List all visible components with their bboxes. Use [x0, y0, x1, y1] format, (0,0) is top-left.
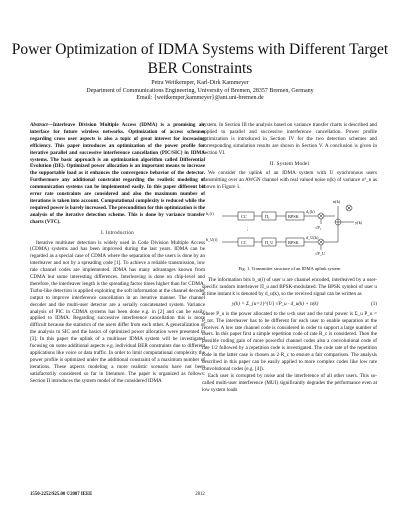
vertical-dots: ⋮: [245, 227, 250, 233]
label-output: y(k): [355, 220, 363, 226]
affiliation: Department of Communications Engineering, University of Bremen, 28357 Bremen, Germany: [86, 87, 314, 94]
section-heading-introduction: I. Introduction: [101, 229, 134, 236]
transmitter-diagram: [202, 194, 377, 264]
block-interleaver-U: Π_U: [265, 240, 274, 246]
label-b1: b₁(i): [206, 211, 214, 217]
abstract: [30, 122, 205, 226]
block-bpsk-U: BPSK: [288, 240, 299, 246]
system-model-paragraph-3: where P_u is the power allocated to the u-th user and the total power is Σ_u P_u = P_tot. The interleaver has to be different for each user to enable separation at the receiver. A low rate channel code is considered in order to support a large number of users. In this paper first a simple repetition code of rate R_c is considered. Then the possible coding gain of more powerful channel codes also a convolutional code of rate 1/2 followed by a repetition code is investigated. The code rate of the repetition code in the latter case is chosen as 2·R_c to ensure a fair comparison. The analysis described in this paper can be easily applied to more complex codes like low rate convolutional codes (e.g. [4]).: [202, 310, 377, 372]
block-bpsk-1: BPSK: [288, 214, 299, 220]
system-model-paragraph-1: We consider the uplink of an IDMA system with U synchronous users transmitting over an AWGN channel with real valued noise n(k) of variance σ²_n as shown in Figure 1.: [202, 170, 377, 191]
figure-1-caption: Fig. 1. Transmitter structure of an IDMA uplink system: [238, 266, 341, 272]
label-dU: d_U(k): [306, 235, 319, 241]
label-sqrtP1: √P₁: [315, 225, 322, 231]
block-interleaver-1: Π₁: [265, 214, 270, 220]
system-model-paragraph-2: The information bits b_u(i) of user u are channel encoded, interleaved by a user-specific random interleaver Π_u and BPSK-modulated. The BPSK symbol of user u at time instant k is denoted by d_u(k), so the received signal can be written as: [202, 277, 377, 297]
left-column: [30, 122, 205, 385]
block-cc-U: CC: [241, 240, 247, 246]
author-block: [0, 80, 400, 103]
label-d1: d₁(k): [306, 209, 315, 215]
copyright-footer: 1550-2252/$25.00 ©2007 IEEE: [30, 492, 93, 497]
intro-paragraph: Iterative multiuser detection is widely used in Code Division Multiple Access (CDMA) systems and has been improved during the last years. IDMA can be regarded as a special case of CDMA where the separation of the users is done by an interleaver and not by a spreading code [1]. To achieve a reliable transmission, low rate channel codes are implemented. IDMA has many advantages known from CDMA but some interesting differences. Interleaving is done on chip-level and therefore, the interleaver length is the spreading factor times higher than for CDMA. Turbo-like detection is applied exploiting the soft information at the channel decoder output to improve interference cancellation in an iterative manner. The channel decoder and the multi-user detector are a serially concatenated system. Variance analysis of PIC in CDMA systems has been done e.g. in [2] and can be easily applied to IDMA. Regarding successive interference cancellation this is more difficult because the statistics of the users differ from each other. A generalization of the analysis to SIC and the basics of optimized power allocation were presented in [3]. In this paper the uplink of a multiuser IDMA system will be investigated focusing on some additional aspects e.g. individual BER constraints due to different applications like voice or data traffic. In order to limit computational complexity the power profile is optimized under the additional constraint of a maximum number of iterations. These aspects modeling a more realistic scenario have not been satisfactorily considered so far in literature. The paper is organized as follows: Section II introduces the system model of the considered IDMA: [30, 239, 205, 384]
paper-title: Power Optimization of IDMA Systems with Different Target BER Constraints: [11, 41, 389, 77]
label-bU: b_U(i): [206, 237, 218, 243]
system-model-paragraph-4: Each user is corrupted by noise and the interference of all other users. This so-called multi-user interference (MUI) significantly degrades the performance even at low system loads: [202, 372, 377, 393]
abstract-text: —Interleave Division Multiple Access (IDMA) is a promising air interface for future wireless networks. Optimization of access schemes regarding cross user aspects is also a topic of great interest for increasing efficiency. This paper introduces an optimization of the power profile for iterative parallel and successive interference cancellation (PIC/SIC) in IDMA systems. The basic approach is an optimization algorithm called Differential Evolution (DE). Optimized power allocation is an important means to increase the supportable load as it enhances the convergence behavior of the detector. Furthermore any additional constraint regarding the realistic modeling of communication systems can be implemented easily. In this paper different bit error rate constraints are considered and also the maximum number of iterations is taken into account. Computational complexity is reduced while the required power is barely increased. The precondition for this optimization is the analysis of the iterative detection scheme. This is done by variance transfer charts (VTC).: [30, 122, 205, 225]
equation-body: y(k) = Σ_{u=1}^{U} √P_u · d_u(k) + n(k): [232, 300, 319, 307]
intro-paragraph-continued: system. In Section III the analysis based on variance transfer charts is described and applied to parallel and successive interference cancellation. Power profile optimization is introduced in Section IV for the two detection schemes and corresponding simulation results are shown in Section V. A conclusion is given in Section VI.: [202, 122, 377, 156]
page-number: 2812: [195, 492, 205, 497]
right-column: [202, 122, 377, 394]
figure-1-diagram: [202, 194, 377, 264]
label-sqrtPU: √P_U: [315, 251, 325, 257]
abstract-label: Abstract: [30, 122, 48, 128]
equation-number: (1): [371, 300, 377, 307]
section-heading-system-model: II. System Model: [269, 160, 310, 167]
email: Email: {weitkemper,kammeyer}@ant.uni-bremen.de: [136, 95, 264, 102]
label-noise: n(k): [333, 199, 341, 205]
equation-1: [232, 301, 377, 308]
author-names: Petra Weitkemper, Karl-Dirk Kammeyer: [151, 80, 249, 86]
block-cc-1: CC: [241, 214, 247, 220]
